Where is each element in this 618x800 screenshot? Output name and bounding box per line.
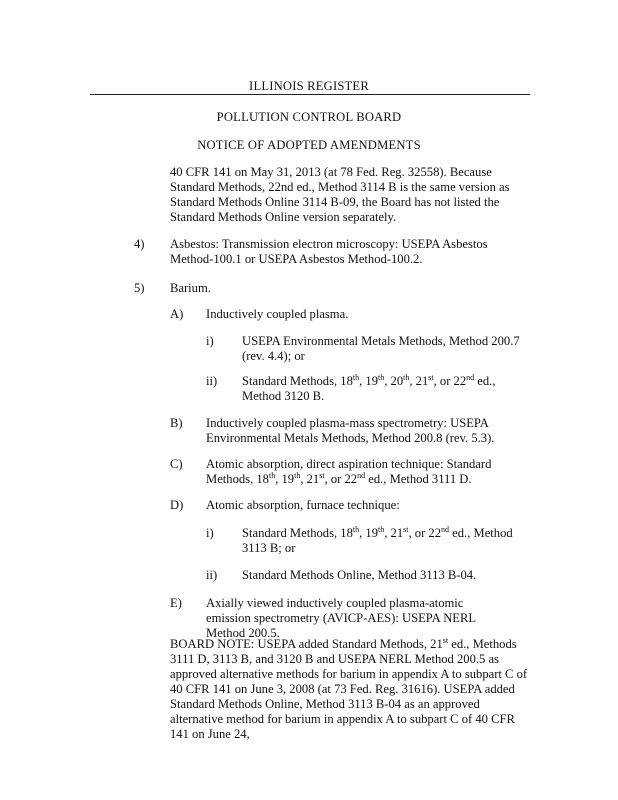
item-5a-ii-text: Standard Methods, 18th, 19th, 20th, 21st, or 22nd ed., Method 3120 B. <box>242 372 496 403</box>
item-5a-i-text: USEPA Environmental Metals Methods, Method 200.7 (rev. 4.4); or <box>242 334 520 363</box>
item-5b-text: Inductively coupled plasma-mass spectrometry: USEPA Environmental Metals Methods, Method 200.8 (rev. 5.3). <box>206 416 495 445</box>
register-title: ILLINOIS REGISTER <box>249 79 369 93</box>
item-5a-ii-label: ii) <box>206 374 218 388</box>
item-5d-ii-text: Standard Methods Online, Method 3113 B-04. <box>242 568 477 582</box>
item-5d-i-label: i) <box>206 526 214 540</box>
item-5d-text: Atomic absorption, furnace technique: <box>206 498 400 512</box>
notice-title: NOTICE OF ADOPTED AMENDMENTS <box>197 138 421 152</box>
intro-paragraph: 40 CFR 141 on May 31, 2013 (at 78 Fed. Reg. 32558). Because Standard Methods, 22nd ed., Method 3114 B is the same version as Standard Methods Online 3114 B-09, the Board has not listed the Standard Methods Online version separately. <box>170 165 510 224</box>
item-5a-label: A) <box>170 307 184 321</box>
item-5-text: Barium. <box>170 281 211 295</box>
item-4-text: Asbestos: Transmission electron microscopy: USEPA Asbestos Method-100.1 or USEPA Asbestos Method-100.2. <box>170 237 488 266</box>
item-5e-text: Axially viewed inductively coupled plasma-atomic emission spectrometry (AVICP-AES): USEPA NERL Method 200.5. <box>206 596 476 640</box>
item-5d-label: D) <box>170 498 184 512</box>
item-5a-i-label: i) <box>206 334 214 348</box>
item-5d-i-text: Standard Methods, 18th, 19th, 21st, or 22nd ed., Method 3113 B; or <box>242 524 513 555</box>
item-5a-text: Inductively coupled plasma. <box>206 307 349 321</box>
board-title: POLLUTION CONTROL BOARD <box>216 110 402 124</box>
item-4-number: 4) <box>134 237 145 251</box>
header-rule <box>90 94 530 95</box>
board-note-paragraph: BOARD NOTE: USEPA added Standard Methods, 21st ed., Methods 3111 D, 3113 B, and 3120 B and USEPA NERL Method 200.5 as approved alternative methods for barium in appendix A to subpart C of 40 CFR 141 on June 3, 2008 (at 73 Fed. Reg. 31616). USEPA added Standard Methods Online, Method 3113 B-04 as an approved alternative method for barium in appendix A to subpart C of 40 CFR 141 on June 24, <box>170 635 528 741</box>
item-5-number: 5) <box>134 281 145 295</box>
item-5c-text: Atomic absorption, direct aspiration technique: Standard Methods, 18th, 19th, 21st, or 22nd ed., Method 3111 D. <box>206 457 492 486</box>
item-5b-label: B) <box>170 416 183 430</box>
item-5e-label: E) <box>170 596 182 610</box>
item-5d-ii-label: ii) <box>206 568 218 582</box>
item-5c-label: C) <box>170 457 183 471</box>
